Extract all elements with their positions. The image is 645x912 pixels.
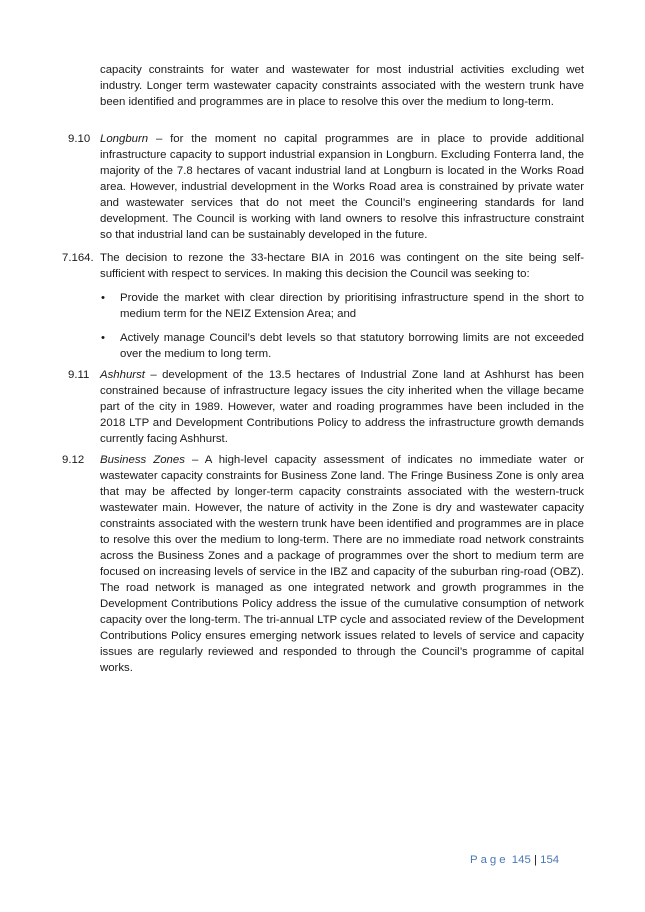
paragraph-body: [100, 131, 584, 243]
page-total: 154: [540, 854, 560, 866]
page-label: Page: [470, 854, 509, 866]
paragraph-text: – for the moment no capital programmes are in place to provide additional infrastructure capacity to support industrial expansion in Longburn. Excluding Fonterra land, the majority of the 7.8 hectares of vacant industrial land at Longburn is located in the Works Road area. However, industrial development in the Works Road area is constrained by private water and wastewater services that do not meet the Council’s engineering standards for land development. The Council is working with land owners to resolve this infrastructure constraint so that industrial land can be sustainably developed in the future.: [100, 133, 584, 241]
paragraph-body: [100, 452, 584, 676]
paragraph-body: [100, 367, 584, 447]
paragraph-number: 9.11: [68, 369, 90, 381]
paragraph-heading: Ashhurst: [100, 369, 145, 381]
bullet-icon: •: [101, 292, 105, 304]
bullet-item: • Provide the market with clear direction by prioritising infrastructure spend in the short to medium term for the NEIZ Extension Area; and: [101, 292, 584, 320]
page-footer: [470, 852, 590, 868]
page-current: 145: [511, 854, 531, 866]
page-separator: |: [533, 854, 537, 866]
paragraph-heading: Business Zones: [100, 454, 185, 466]
bullet-icon: •: [101, 332, 105, 344]
paragraph-text: – development of the 13.5 hectares of Industrial Zone land at Ashhurst has been constrained because of infrastructure legacy issues the city inherited when the village became part of the city in 1989. However, water and roading programmes have been included in the 2018 LTP and Development Contributions Policy to address the infrastructure growth demands currently facing Ashhurst.: [100, 369, 584, 445]
bullet-list: [100, 290, 584, 370]
paragraph-number: 7.164.: [62, 252, 94, 264]
paragraph-body: The decision to rezone the 33-hectare BIA in 2016 was contingent on the site being self-sufficient with respect to services. In making this decision the Council was seeking to:: [100, 252, 584, 280]
paragraph-number: 9.12: [62, 454, 85, 466]
bullet-item: • Actively manage Council’s debt levels so that statutory borrowing limits are not exceeded over the medium to long term.: [101, 332, 584, 360]
paragraph-text: – A high-level capacity assessment of indicates no immediate water or wastewater capacity constraints for Business Zone land. The Fringe Business Zone is only area that may be affected by longer-term capacity constraints associated with the western-truck wastewater main. However, the nature of activity in the Zone is dry and wastewater capacity constraints associated with the western trunk have been identified and programmes are in place to resolve this over the medium to long-term. There are no immediate road network constraints across the Business Zones and a package of programmes over the short to medium term are focused on increasing levels of service in the IBZ and capacity of the suburban ring-road (OBZ). The road network is managed as one integrated network and growth programmes in the Development Contributions Policy address the issue of the cumulative consumption of network capacity over the long-term. The tri-annual LTP cycle and associated review of the Development Contributions Policy ensures emerging network issues related to levels of service and capacity issues are regularly reviewed and responded to through the Council’s programme of capital works.: [100, 454, 584, 674]
paragraph-body: capacity constraints for water and wastewater for most industrial activities excluding wet industry. Longer term wastewater capacity constraints associated with the western trunk have been identified and programmes are in place to resolve this over the medium to long-term.: [100, 64, 584, 108]
paragraph-heading: Longburn: [100, 133, 149, 145]
paragraph-number: 9.10: [68, 133, 91, 145]
